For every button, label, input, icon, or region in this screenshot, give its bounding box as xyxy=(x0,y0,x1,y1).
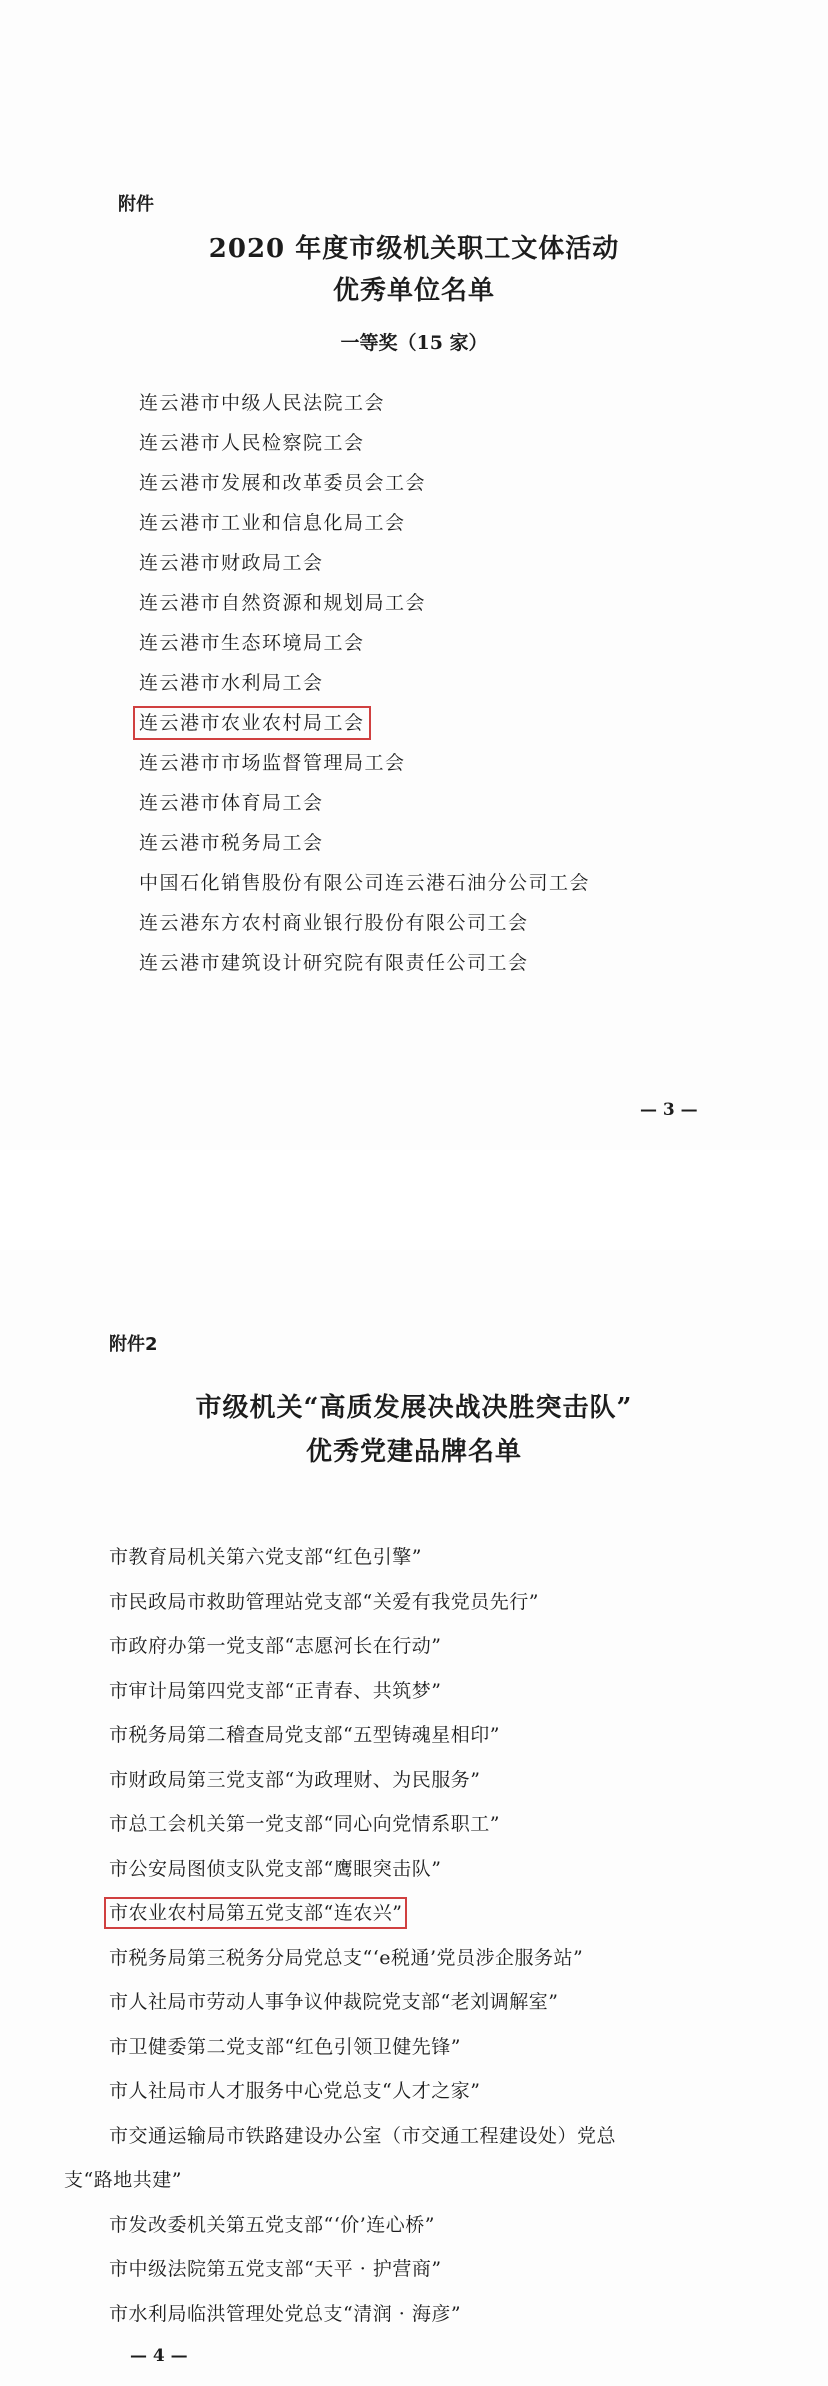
attachment-label: 附件 xyxy=(118,194,154,215)
highlight-box: 市农业农村局第五党支部“连农兴” xyxy=(109,1902,403,1924)
list-item: 市人社局市劳动人事争议仲裁院党支部“老刘调解室” xyxy=(109,1991,559,2013)
list-item: 连云港市自然资源和规划局工会 xyxy=(139,592,427,614)
list-item: 市卫健委第二党支部“红色引领卫健先锋” xyxy=(109,2035,461,2058)
list-item-highlighted xyxy=(139,703,590,743)
list-item: 市税务局第二稽查局党支部“五型铸魂星相印” xyxy=(109,1724,500,1746)
list-item: 市教育局机关第六党支部“红色引擎” xyxy=(109,1546,422,1568)
brand-list xyxy=(64,1535,759,2336)
list-item: 连云港市建筑设计研究院有限责任公司工会 xyxy=(139,952,529,974)
page-gap xyxy=(0,1150,828,1250)
page-title: 市级机关“高质发展决战决胜突击队” xyxy=(195,1393,633,1423)
list-item: 市人社局市人才服务中心党总支“人才之家” xyxy=(109,2080,481,2102)
list-item: 连云港市体育局工会 xyxy=(139,792,324,814)
list-item: 连云港市工业和信息化局工会 xyxy=(139,512,406,534)
list-item: 连云港市税务局工会 xyxy=(139,832,324,854)
list-item: 市发改委机关第五党支部“‘价’连心桥” xyxy=(109,2213,436,2236)
list-item: 市政府办第一党支部“志愿河长在行动” xyxy=(109,1635,442,1657)
page-number: — 4 — xyxy=(130,2346,188,2366)
winner-list xyxy=(139,383,590,983)
list-item: 连云港东方农村商业银行股份有限公司工会 xyxy=(139,912,529,934)
document-page-4 xyxy=(0,1250,828,2386)
award-heading: 一等奖（15 家） xyxy=(340,332,488,354)
page-title-line-2: 优秀党建品牌名单 xyxy=(305,1437,522,1467)
list-item: 市民政局市救助管理站党支部“关爱有我党员先行” xyxy=(109,1590,539,1613)
list-item: 市税务局第三税务分局党总支“‘e税通’党员涉企服务站” xyxy=(109,1946,584,1969)
page-number: — 3 — xyxy=(640,1100,698,1120)
list-item: 市审计局第四党支部“正青春、共筑梦” xyxy=(109,1679,442,1702)
list-item: 连云港市市场监督管理局工会 xyxy=(139,752,406,774)
list-item: 市公安局图侦支队党支部“鹰眼突击队” xyxy=(109,1857,442,1880)
page-title-line-2: 优秀单位名单 xyxy=(332,276,495,306)
attachment-label: 附件2 xyxy=(109,1334,158,1355)
list-item: 连云港市中级人民法院工会 xyxy=(139,392,386,414)
page-title: 2020 年度市级机关职工文体活动 xyxy=(208,234,620,264)
list-item: 连云港市财政局工会 xyxy=(139,552,324,574)
list-item-highlighted xyxy=(109,1891,759,1936)
list-item: 市财政局第三党支部“为政理财、为民服务” xyxy=(109,1768,481,1791)
list-item: 连云港市人民检察院工会 xyxy=(139,432,365,454)
list-item: 连云港市生态环境局工会 xyxy=(139,632,365,654)
list-item: 市交通运输局市铁路建设办公室（市交通工程建设处）党总 xyxy=(109,2124,617,2147)
list-item: 中国石化销售股份有限公司连云港石油分公司工会 xyxy=(139,872,591,894)
list-item: 连云港市发展和改革委员会工会 xyxy=(139,472,427,494)
list-item: 连云港市水利局工会 xyxy=(139,672,324,694)
list-item: 市中级法院第五党支部“天平 · 护营商” xyxy=(109,2258,442,2280)
highlight-box: 连云港市农业农村局工会 xyxy=(139,712,365,734)
document-page-3 xyxy=(0,0,828,1150)
list-item: 市总工会机关第一党支部“同心向党情系职工” xyxy=(109,1813,500,1835)
list-item-continuation: 支“路地共建” xyxy=(64,2169,182,2191)
list-item: 市水利局临洪管理处党总支“清润 · 海彦” xyxy=(109,2302,462,2325)
